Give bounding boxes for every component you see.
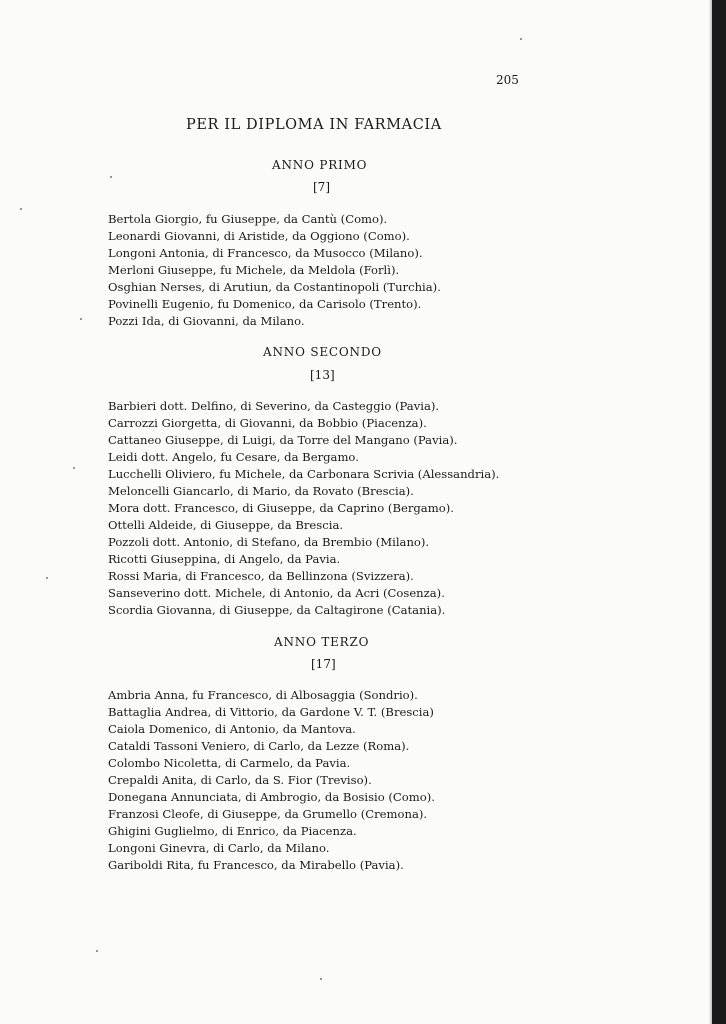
- list-item: Leonardi Giovanni, di Aristide, da Oggiono (Como).: [108, 229, 410, 243]
- scan-speck: [520, 38, 522, 40]
- list-item: Longoni Ginevra, di Carlo, da Milano.: [108, 841, 330, 855]
- list-item: Pozzi Ida, di Giovanni, da Milano.: [108, 314, 305, 328]
- scan-speck: [110, 176, 112, 178]
- list-item: Longoni Antonia, di Francesco, da Musocco (Milano).: [108, 246, 423, 260]
- list-item: Ambria Anna, fu Francesco, di Albosaggia (Sondrio).: [108, 688, 418, 702]
- list-item: Meloncelli Giancarlo, di Mario, da Rovato (Brescia).: [108, 484, 414, 498]
- list-item: Gariboldi Rita, fu Francesco, da Mirabello (Pavia).: [108, 858, 404, 872]
- list-item: Franzosi Cleofe, di Giuseppe, da Grumello (Cremona).: [108, 807, 428, 821]
- list-item: Osghian Nerses, di Arutiun, da Costantinopoli (Turchia).: [108, 280, 441, 294]
- list-item: Bertola Giorgio, fu Giuseppe, da Cantù (Como).: [108, 212, 388, 226]
- list-item: Ottelli Aldeide, di Giuseppe, da Brescia.: [108, 518, 344, 532]
- scan-border: [712, 0, 726, 1024]
- scan-speck: [46, 577, 48, 579]
- list-item: Ricotti Giuseppina, di Angelo, da Pavia.: [108, 552, 341, 566]
- list-item: Mora dott. Francesco, di Giuseppe, da Caprino (Bergamo).: [108, 501, 454, 515]
- scan-speck: [20, 208, 22, 210]
- list-item: Barbieri dott. Delfino, di Severino, da Casteggio (Pavia).: [108, 399, 440, 413]
- list-item: Donegana Annunciata, di Ambrogio, da Bosisio (Como).: [108, 790, 435, 804]
- page-number: 205: [496, 73, 519, 87]
- section-count-anno-primo: [7]: [313, 180, 330, 194]
- list-item: Ghigini Guglielmo, di Enrico, da Piacenza.: [108, 824, 357, 838]
- student-list-anno-secondo: [108, 398, 499, 619]
- section-count-anno-terzo: [17]: [311, 657, 336, 671]
- list-item: Scordia Giovanna, di Giuseppe, da Caltagirone (Catania).: [108, 603, 446, 617]
- scan-speck: [96, 950, 98, 952]
- scan-speck: [73, 467, 75, 469]
- list-item: Carrozzi Giorgetta, di Giovanni, da Bobbio (Piacenza).: [108, 416, 427, 430]
- list-item: Pozzoli dott. Antonio, di Stefano, da Brembio (Milano).: [108, 535, 430, 549]
- list-item: Rossi Maria, di Francesco, da Bellinzona (Svizzera).: [108, 569, 414, 583]
- list-item: Merloni Giuseppe, fu Michele, da Meldola (Forlì).: [108, 263, 400, 277]
- page-title: PER IL DIPLOMA IN FARMACIA: [186, 117, 442, 133]
- student-list-anno-terzo: [108, 687, 435, 874]
- list-item: Lucchelli Oliviero, fu Michele, da Carbonara Scrivia (Alessandria).: [108, 467, 500, 481]
- scan-speck: [80, 318, 82, 320]
- list-item: Battaglia Andrea, di Vittorio, da Gardone V. T. (Brescia): [108, 705, 434, 719]
- section-heading-anno-terzo: ANNO TERZO: [274, 635, 370, 649]
- list-item: Cattaneo Giuseppe, di Luigi, da Torre del Mangano (Pavia).: [108, 433, 458, 447]
- section-heading-anno-primo: ANNO PRIMO: [272, 158, 368, 172]
- student-list-anno-primo: [108, 211, 441, 330]
- list-item: Colombo Nicoletta, di Carmelo, da Pavia.: [108, 756, 351, 770]
- list-item: Caiola Domenico, di Antonio, da Mantova.: [108, 722, 356, 736]
- list-item: Sanseverino dott. Michele, di Antonio, da Acri (Cosenza).: [108, 586, 445, 600]
- list-item: Povinelli Eugenio, fu Domenico, da Carisolo (Trento).: [108, 297, 422, 311]
- scan-speck: [320, 978, 322, 980]
- section-count-anno-secondo: [13]: [310, 368, 335, 382]
- section-heading-anno-secondo: ANNO SECONDO: [263, 345, 382, 359]
- list-item: Crepaldi Anita, di Carlo, da S. Fior (Treviso).: [108, 773, 372, 787]
- list-item: Leidi dott. Angelo, fu Cesare, da Bergamo.: [108, 450, 359, 464]
- list-item: Cataldi Tassoni Veniero, di Carlo, da Lezze (Roma).: [108, 739, 410, 753]
